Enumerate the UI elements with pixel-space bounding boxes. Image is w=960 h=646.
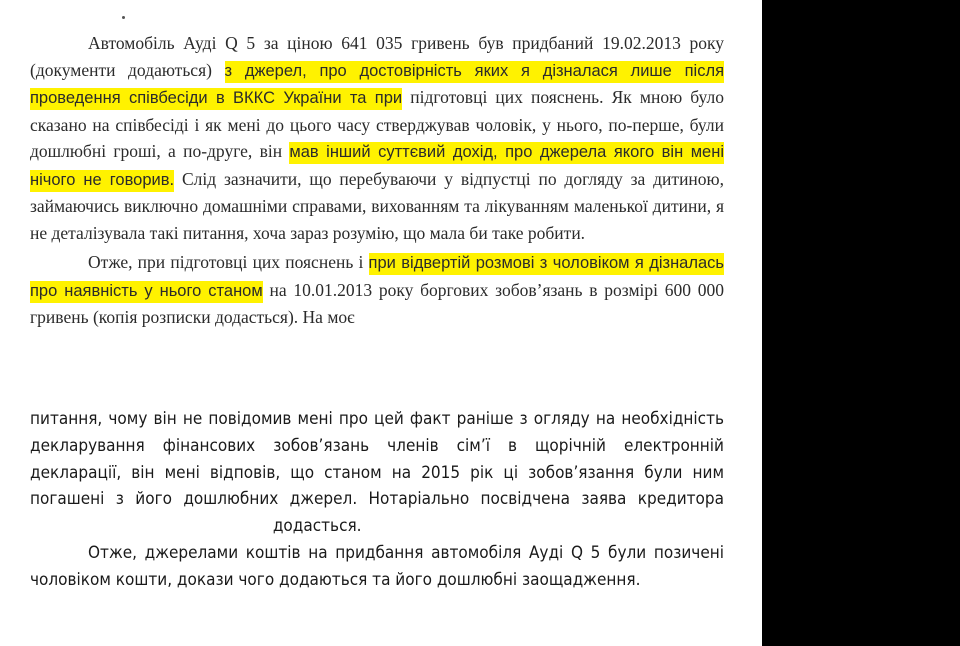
highlight-conversation: при відвертій розмові з чоловіком я дізналась про наявність у нього станом — [30, 253, 724, 303]
highlight-sources: з джерел, про достовірність яких я дізналася лише після проведення співбесіди в ВККС України та при — [30, 61, 724, 111]
text-debt-obligations: на 10.01.2013 року боргових зобов’язань в розмірі 600 000 гривень (копія розписки додасться). На моє — [30, 279, 724, 327]
text-car-purchase: Автомобіль Ауді Q 5 за ціною 641 035 гривень був придбаний 19.02.2013 року (документи додаються) — [30, 33, 724, 80]
document-excerpt-top — [30, 30, 724, 331]
document-excerpt-bottom — [30, 406, 724, 594]
paragraph-husband-answer — [30, 406, 724, 540]
black-margin — [762, 0, 960, 646]
text-conclusion: Отже, джерелами коштів на придбання автомобіля Ауді Q 5 були позичені чоловіком кошти, докази чого додаються та його дошлюбні заощадження. — [30, 542, 724, 590]
scan-speck — [122, 16, 125, 19]
text-husband-answer: питання, чому він не повідомив мені про цей факт раніше з огляду на необхідність декларування фінансових зобов’язань членів сім’ї в щорічній електронній декларації, він мені відповів, що станом на 2015 рік ці зобов’язання були ним погашені з його дошлюбних джерел. Нотаріально посвідчена заява кредитора — [30, 409, 724, 510]
paragraph-conclusion — [30, 540, 724, 594]
paragraph-car-purchase — [30, 30, 724, 246]
text-maternity-leave: Слід зазначити, що перебуваючи у відпустці по догляду за дитиною, займаючись виключно домашніми справами, вихованням та лікуванням маленької дитини, я не деталізувала такі питання, хоча зараз розумію, що мала би таке робити. — [30, 168, 724, 243]
text-preparation: Отже, при підготовці цих пояснень і — [88, 252, 364, 272]
text-husband-claims: підготовці цих пояснень. Як мною було сказано на співбесіді і як мені до цього часу стверджував чоловік, у нього, по-перше, були дошлюбні гроші, а по-друге, він — [30, 87, 724, 161]
paragraph-debt — [30, 249, 724, 331]
highlight-other-income: мав інший суттєвий дохід, про джерела якого він мені нічого не говорив. — [30, 142, 724, 192]
text-attached: додасться. — [272, 516, 362, 537]
